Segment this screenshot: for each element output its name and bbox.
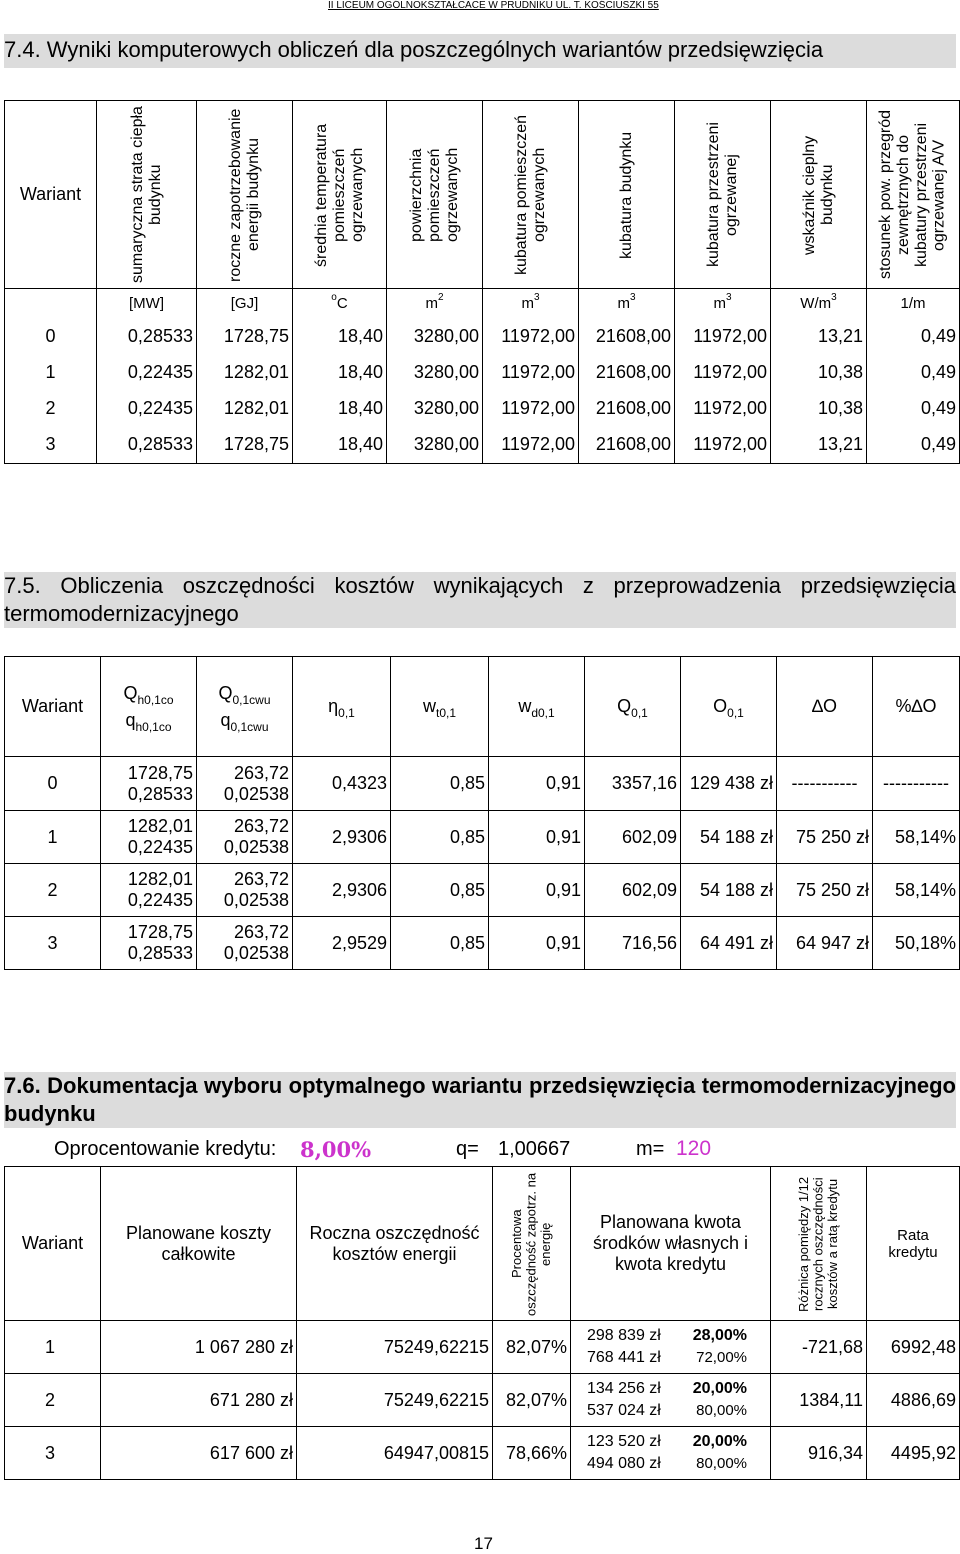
table-7-6 [4,1166,960,1480]
col-zapotrzebowanie: roczne zapotrzebowanie energii budynku [226,107,262,282]
m-label: m= [636,1138,665,1160]
section-7-6-title: 7.6. Dokumentacja wyboru optymalnego wariantu przedsięwzięcia termomodernizacyjnego budynku [4,1073,956,1126]
table-row: 0 0,28533 1728,75 18,40 3280,00 11972,00 21608,00 11972,00 13,21 0,49 [5,319,960,355]
table-7-5 [4,656,960,970]
col-kwota: Planowana kwota środków własnych i kwota kredytu [571,1167,771,1321]
rate-value: 8,00% [300,1137,372,1162]
col-roznica: Różnica pomiędzy 1/12 rocznych oszczędności kosztów a ratą kredytu [795,1175,840,1312]
unit: 1/m [867,289,960,319]
table-row: 3 617 600 zł 64947,00815 78,66% 123 520 zł 20,00% 494 080 zł 80,00% 916,34 4495,92 [5,1427,960,1480]
unit: $^o$C [293,289,387,319]
rate-label: Oprocentowanie kredytu: [54,1138,277,1160]
table-row: 2 671 280 zł 75249,62215 82,07% 134 256 zł 20,00% 537 024 zł 80,00% 1384,11 4886,69 [5,1374,960,1427]
col-wariant: Wariant [5,657,101,757]
col-o01: O0,1 [681,657,777,757]
page-header: II LICEUM OGÓLNOKSZTAŁCACE W PRUDNIKU UL. T. KOŚCIUSZKI 55 [328,0,659,11]
col-procentowa: Procentowa oszczędność zapotrz. na energię [508,1171,553,1316]
table-row: 1 0,22435 1282,01 18,40 3280,00 11972,00 21608,00 11972,00 10,38 0,49 [5,355,960,391]
col-wariant: Wariant [5,1167,101,1321]
page-number: 17 [474,1534,493,1553]
table-row: 0 1728,75 0,28533 263,72 0,02538 0,4323 0,85 0,91 3357,16 129 438 zł ----------- ----------- [5,757,960,811]
q-value: 1,00667 [498,1138,571,1160]
col-temperatura: średnia temperatura pomieszczeń ogrzewanych [312,122,366,267]
table-row: 3 0,28533 1728,75 18,40 3280,00 11972,00 21608,00 11972,00 13,21 0,49 [5,427,960,464]
col-stosunek: stosunek pow. przegród zewnętrznych do kubatury przestrzeni ogrzewanej A/V [877,110,948,279]
col-qh: Qh0,1co qh0,1co [101,657,197,757]
col-rata: Rata kredytu [867,1167,960,1321]
col-kubatura-przestrzeni: kubatura przestrzeni ogrzewanej [704,122,740,267]
col-pct-delta-o: %∆O [873,657,960,757]
unit: $m^2$ [387,289,483,319]
table-row: 1 1 067 280 zł 75249,62215 82,07% 298 839 zł 28,00% 768 441 zł 72,00% -721,68 6992,48 [5,1321,960,1374]
col-wt: wt0,1 [391,657,489,757]
col-wariant: Wariant [5,101,97,289]
unit: $W/m^3$ [771,289,867,319]
col-q01: Q0,1 [585,657,681,757]
col-strata: sumaryczna strata ciepła budynku [128,106,164,283]
section-7-4-title: 7.4. Wyniki komputerowych obliczeń dla poszczególnych wariantów przedsięwzięcia [4,34,956,68]
unit-sup: o [331,292,337,304]
unit: $m^3$ [483,289,579,319]
col-kubatura-pom: kubatura pomieszczeń ogrzewanych [512,114,548,275]
table-row: 3 1728,75 0,28533 263,72 0,02538 2,9529 0,85 0,91 716,56 64 491 zł 64 947 zł 50,18% [5,917,960,970]
q-label: q= [456,1138,479,1160]
col-wd: wd0,1 [489,657,585,757]
table-7-4 [4,100,960,464]
unit: [MW] [97,289,197,319]
table-row: 2 0,22435 1282,01 18,40 3280,00 11972,00 21608,00 11972,00 10,38 0,49 [5,391,960,427]
m-value: 120 [676,1137,712,1160]
table-row: 1 1282,01 0,22435 263,72 0,02538 2,9306 0,85 0,91 602,09 54 188 zł 75 250 zł 58,14% [5,811,960,864]
section-7-5-title: 7.5. Obliczenia oszczędności kosztów wynikających z przeprowadzenia przedsięwzięcia termomodernizacyjnego [4,573,956,626]
col-koszty: Planowane koszty całkowite [101,1167,297,1321]
table-row: 2 1282,01 0,22435 263,72 0,02538 2,9306 0,85 0,91 602,09 54 188 zł 75 250 zł 58,14% [5,864,960,917]
unit: $m^3$ [579,289,675,319]
col-wskaznik: wskaźnik cieplny budynku [800,134,836,255]
col-delta-o: ∆O [777,657,873,757]
col-kubatura-bud: kubatura budynku [617,130,635,259]
col-qcwu: Q0,1cwu q0,1cwu [197,657,293,757]
unit: [GJ] [197,289,293,319]
col-powierzchnia: powierzchnia pomieszczeń ogrzewanych [407,147,461,242]
unit: $m^3$ [675,289,771,319]
col-eta: η0,1 [293,657,391,757]
col-oszczednosc: Roczna oszczędność kosztów energii [297,1167,493,1321]
